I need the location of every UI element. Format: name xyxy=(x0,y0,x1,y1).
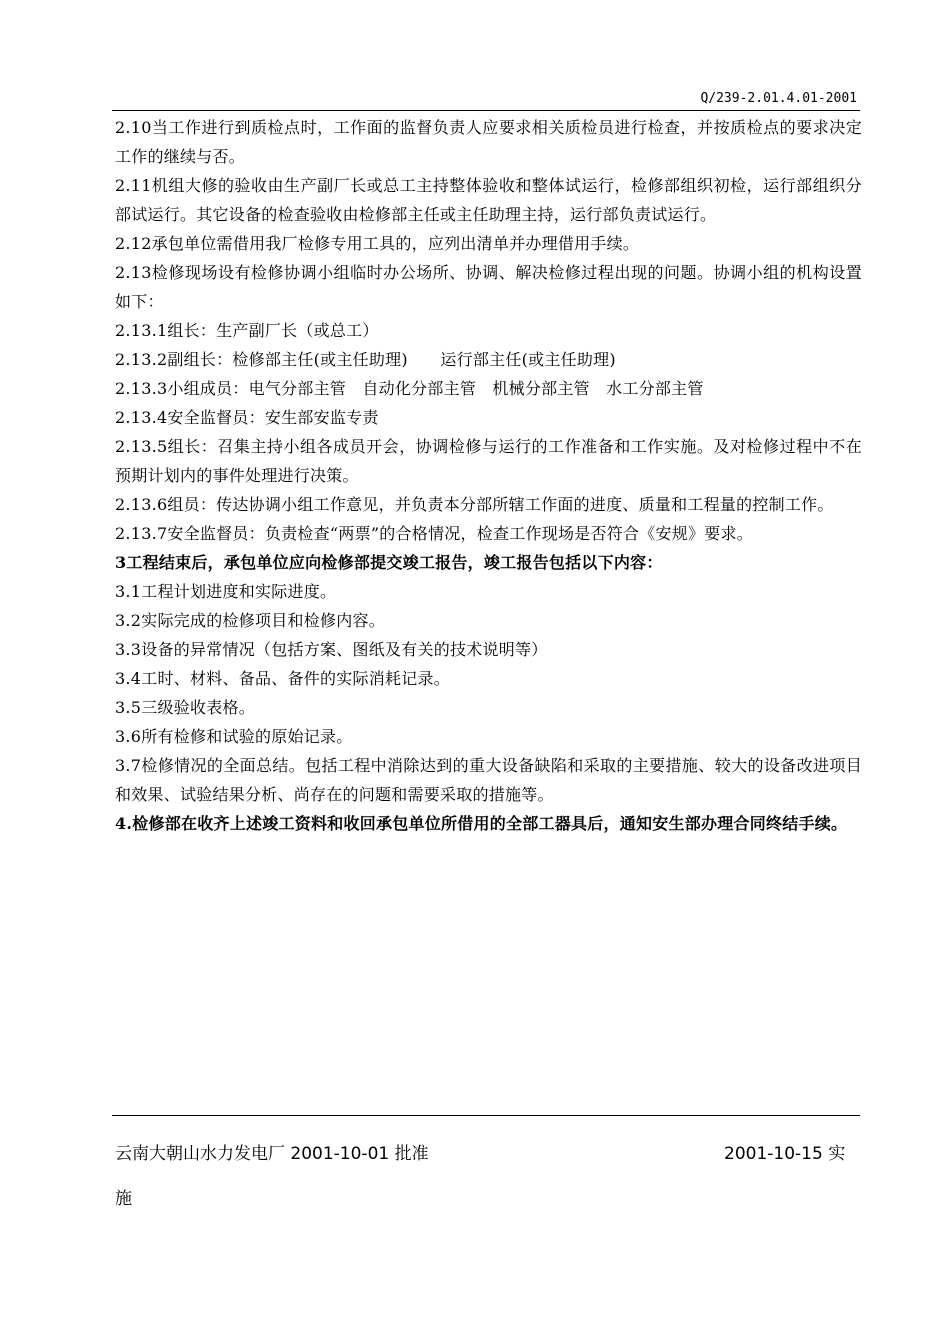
paragraph-3-3: 3.3设备的异常情况（包括方案、图纸及有关的技术说明等） xyxy=(115,640,548,659)
paragraph-3-4: 3.4工时、材料、备品、备件的实际消耗记录。 xyxy=(115,669,450,688)
paragraph-3-1: 3.1工程计划进度和实际进度。 xyxy=(115,582,337,601)
paragraph-2-13-5: 2.13.5组长：召集主持小组各成员开会，协调检修与运行的工作准备和工作实施。及对检修过程中不在预期计划内的事件处理进行决策。 xyxy=(115,437,862,485)
paragraph-2-13-1: 2.13.1组长：生产副厂长（或总工） xyxy=(115,321,379,340)
implementation-suffix: 施 xyxy=(115,1189,132,1209)
paragraph-2-13-4: 2.13.4安全监督员：安生部安监专责 xyxy=(115,408,379,427)
paragraph-3-5: 3.5三级验收表格。 xyxy=(115,698,255,717)
header-divider xyxy=(112,110,860,111)
paragraph-3-7: 3.7检修情况的全面总结。包括工程中消除达到的重大设备缺陷和采取的主要措施、较大的设备改进项目和效果、试验结果分析、尚存在的问题和需要采取的措施等。 xyxy=(115,756,862,804)
section-3-heading: 3工程结束后，承包单位应向检修部提交竣工报告，竣工报告包括以下内容： xyxy=(115,553,663,572)
paragraph-2-11: 2.11机组大修的验收由生产副厂长或总工主持整体验收和整体试运行，检修部组织初检，运行部组织分部试运行。其它设备的检查验收由检修部主任或主任助理主持，运行部负责试运行。 xyxy=(115,176,862,224)
document-body xyxy=(115,113,862,838)
approval-statement: 云南大朝山水力发电厂 2001-10-01 批准 xyxy=(115,1144,429,1164)
paragraph-2-13: 2.13检修现场设有检修协调小组临时办公场所、协调、解决检修过程出现的问题。协调小组的机构设置如下： xyxy=(115,263,862,311)
paragraph-2-12: 2.12承包单位需借用我厂检修专用工具的，应列出清单并办理借用手续。 xyxy=(115,234,640,253)
paragraph-3-2: 3.2实际完成的检修项目和检修内容。 xyxy=(115,611,385,630)
section-4-paragraph: 4.检修部在收齐上述竣工资料和收回承包单位所借用的全部工器具后，通知安生部办理合同终结手续。 xyxy=(115,814,848,833)
paragraph-3-6: 3.6所有检修和试验的原始记录。 xyxy=(115,727,353,746)
paragraph-2-13-2: 2.13.2副组长：检修部主任(或主任助理) 运行部主任(或主任助理) xyxy=(115,350,616,369)
footer-divider xyxy=(112,1115,860,1116)
paragraph-2-10: 2.10当工作进行到质检点时，工作面的监督负责人应要求相关质检员进行检查，并按质检点的要求决定工作的继续与否。 xyxy=(115,118,862,166)
paragraph-2-13-6: 2.13.6组员：传达协调小组工作意见，并负责本分部所辖工作面的进度、质量和工程量的控制工作。 xyxy=(115,495,834,514)
document-code: Q/239-2.01.4.01-2001 xyxy=(700,91,857,106)
paragraph-2-13-7: 2.13.7安全监督员：负责检查“两票”的合格情况，检查工作现场是否符合《安规》要求。 xyxy=(115,524,754,543)
paragraph-2-13-3: 2.13.3小组成员：电气分部主管 自动化分部主管 机械分部主管 水工分部主管 xyxy=(115,379,704,398)
implementation-date: 2001-10-15 实 xyxy=(724,1144,846,1164)
